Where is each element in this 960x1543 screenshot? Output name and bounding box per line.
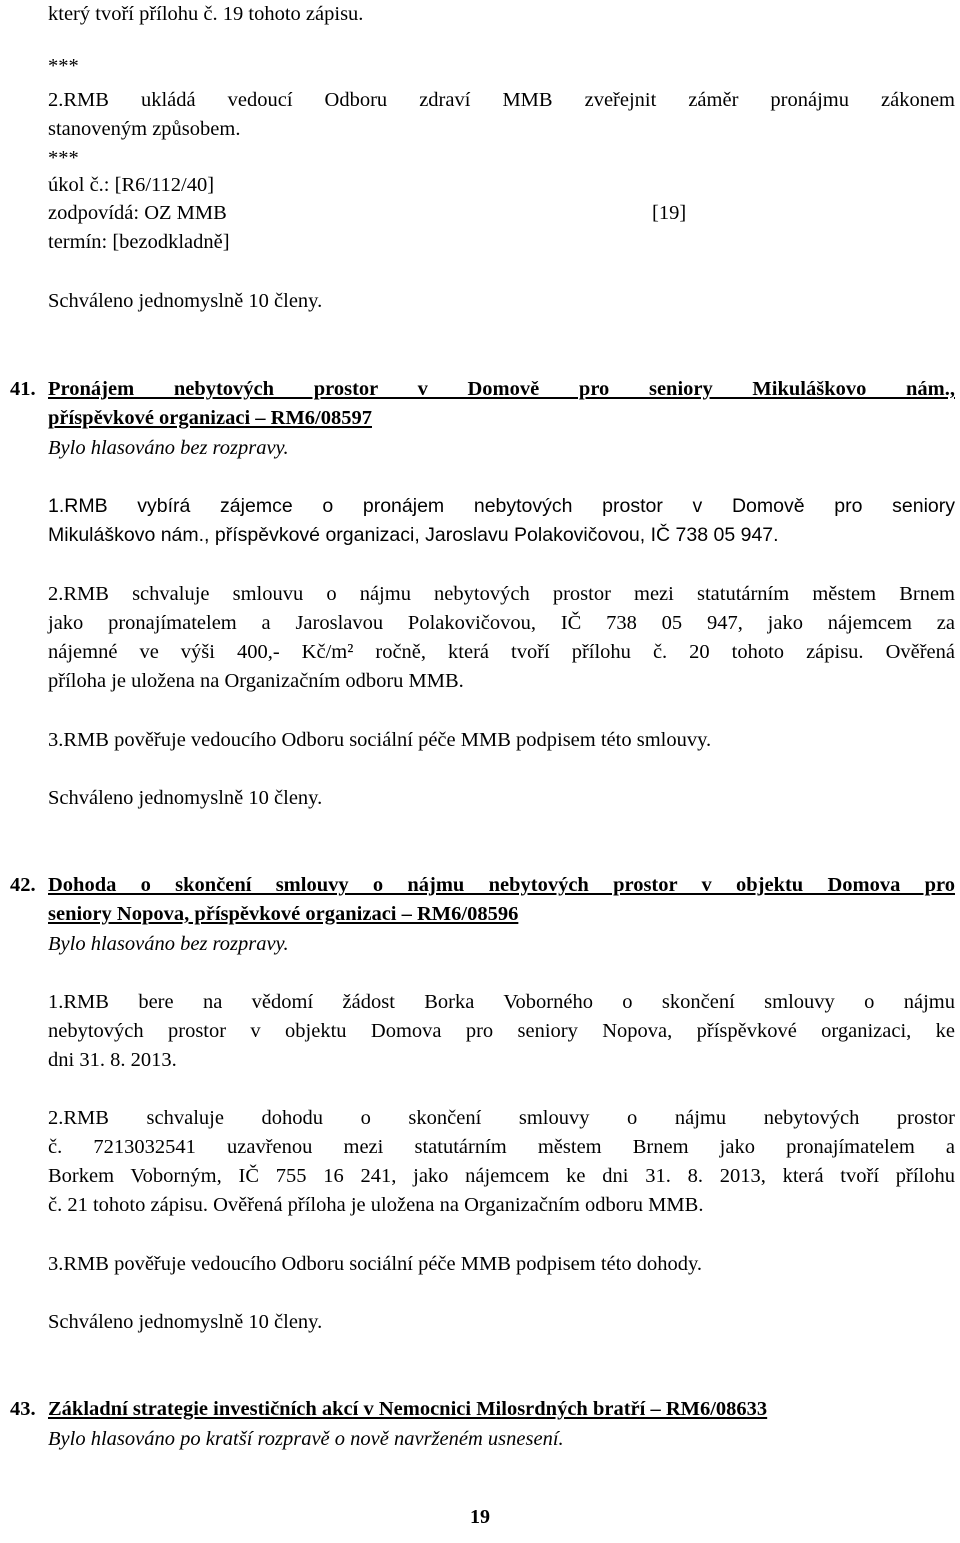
approval-line: Schváleno jednomyslně 10 členy.	[48, 290, 323, 312]
item-number: 41.	[10, 378, 36, 400]
text-line: který tvoří přílohu č. 19 tohoto zápisu.	[48, 3, 364, 25]
approval-line: Schváleno jednomyslně 10 členy.	[48, 787, 323, 809]
item-title	[48, 902, 955, 926]
text-line: 2.RMB schvaluje dohodu o skončení smlouvy o nájmu nebytových prostor	[48, 1107, 955, 1129]
text-line: č. 21 tohoto zápisu. Ověřená příloha je uložena na Organizačním odboru MMB.	[48, 1194, 704, 1216]
text-line: příloha je uložena na Organizačním odboru MMB.	[48, 670, 464, 692]
separator-stars: ***	[48, 147, 79, 169]
item-title-text: Pronájem nebytových prostor v Domově pro seniory Mikuláškovo nám.,	[48, 378, 955, 400]
item-title	[48, 1397, 767, 1421]
deadline-line: termín: [bezodkladně]	[48, 231, 230, 253]
text-line: 1.RMB vybírá zájemce o pronájem nebytových prostor v Domově pro seniory	[48, 495, 955, 517]
item-title-text: příspěvkové organizaci – RM6/08597	[48, 407, 372, 429]
vote-note: Bylo hlasováno bez rozpravy.	[48, 437, 289, 459]
text-line: stanoveným způsobem.	[48, 118, 241, 140]
item-title-text: Základní strategie investičních akcí v Nemocnici Milosrdných bratří – RM6/08633	[48, 1398, 768, 1420]
item-title	[48, 873, 955, 897]
text-line: Mikuláškovo nám., příspěvkové organizaci, Jaroslavu Polakovičovou, IČ 738 05 947.	[48, 524, 779, 546]
item-title	[48, 377, 955, 401]
text-line: 2.RMB schvaluje smlouvu o nájmu nebytových prostor mezi statutárním městem Brnem	[48, 583, 955, 605]
item-title-text: Dohoda o skončení smlouvy o nájmu nebytových prostor v objektu Domova pro	[48, 874, 955, 896]
task-line: úkol č.: [R6/112/40]	[48, 174, 215, 196]
text-line: dni 31. 8. 2013.	[48, 1049, 177, 1071]
item-number: 42.	[10, 874, 36, 896]
text-line: č. 7213032541 uzavřenou mezi statutárním městem Brnem jako pronajímatelem a	[48, 1136, 955, 1158]
text-line: 3.RMB pověřuje vedoucího Odboru sociální péče MMB podpisem této dohody.	[48, 1253, 703, 1275]
text-line: Borkem Voborným, IČ 755 16 241, jako nájemcem ke dni 31. 8. 2013, která tvoří přílohu	[48, 1165, 955, 1187]
ref-number: [19]	[652, 202, 687, 224]
approval-line: Schváleno jednomyslně 10 členy.	[48, 1311, 323, 1333]
text-line: nájemné ve výši 400,- Kč/m² ročně, která tvoří přílohu č. 20 tohoto zápisu. Ověřená	[48, 641, 955, 663]
text-line: 2.RMB ukládá vedoucí Odboru zdraví MMB zveřejnit záměr pronájmu zákonem	[48, 89, 955, 111]
vote-note: Bylo hlasováno bez rozpravy.	[48, 933, 289, 955]
separator-stars: ***	[48, 55, 79, 77]
text-line: nebytových prostor v objektu Domova pro seniory Nopova, příspěvkové organizaci, ke	[48, 1020, 955, 1042]
text-line: jako pronajímatelem a Jaroslavou Polakovičovou, IČ 738 05 947, jako nájemcem za	[48, 612, 955, 634]
vote-note: Bylo hlasováno po kratší rozpravě o nově navrženém usnesení.	[48, 1428, 564, 1450]
item-title	[48, 406, 955, 430]
text-line: 3.RMB pověřuje vedoucího Odboru sociální péče MMB podpisem této smlouvy.	[48, 729, 712, 751]
page-number: 19	[470, 1506, 490, 1528]
responsible-line: zodpovídá: OZ MMB	[48, 202, 227, 224]
text-line: 1.RMB bere na vědomí žádost Borka Voborného o skončení smlouvy o nájmu	[48, 991, 955, 1013]
item-title-text: seniory Nopova, příspěvkové organizaci – RM6/08596	[48, 903, 519, 925]
item-number: 43.	[10, 1398, 36, 1420]
